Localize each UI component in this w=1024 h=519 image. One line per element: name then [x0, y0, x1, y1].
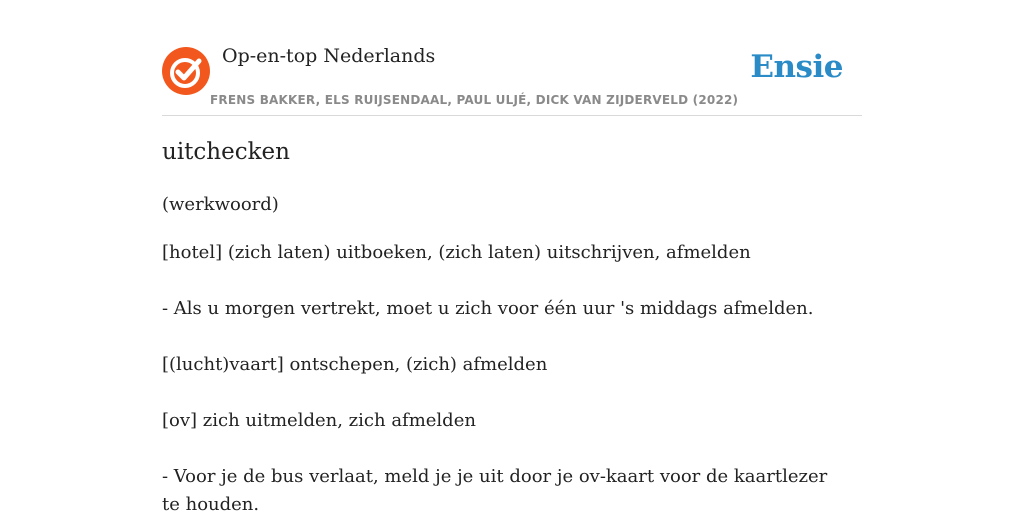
example-line: - Voor je de bus verlaat, meld je je uit door je ov-kaart voor de kaartlezer te houden. [162, 466, 828, 515]
checkmark-icon [162, 47, 210, 95]
source-authors: FRENS BAKKER, ELS RUIJSENDAAL, PAUL ULJÉ, DICK VAN ZIJDERVELD (2022) [210, 93, 739, 107]
source-logo[interactable] [162, 47, 210, 95]
example-line: - Als u morgen vertrekt, moet u zich voor één uur 's middags afmelden. [162, 298, 814, 319]
definition-line: [hotel] (zich laten) uitboeken, (zich laten) uitschrijven, afmelden [162, 242, 751, 263]
definition-line: [(lucht)vaart] ontschepen, (zich) afmelden [162, 354, 548, 375]
entry-headword: uitchecken [162, 139, 290, 165]
definition-line: [ov] zich uitmelden, zich afmelden [162, 410, 476, 431]
page [162, 0, 862, 515]
part-of-speech: (werkwoord) [162, 194, 279, 215]
source-header [162, 0, 862, 116]
source-title[interactable]: Op-en-top Nederlands [222, 45, 436, 67]
brand-logo[interactable]: Ensie [750, 49, 843, 85]
